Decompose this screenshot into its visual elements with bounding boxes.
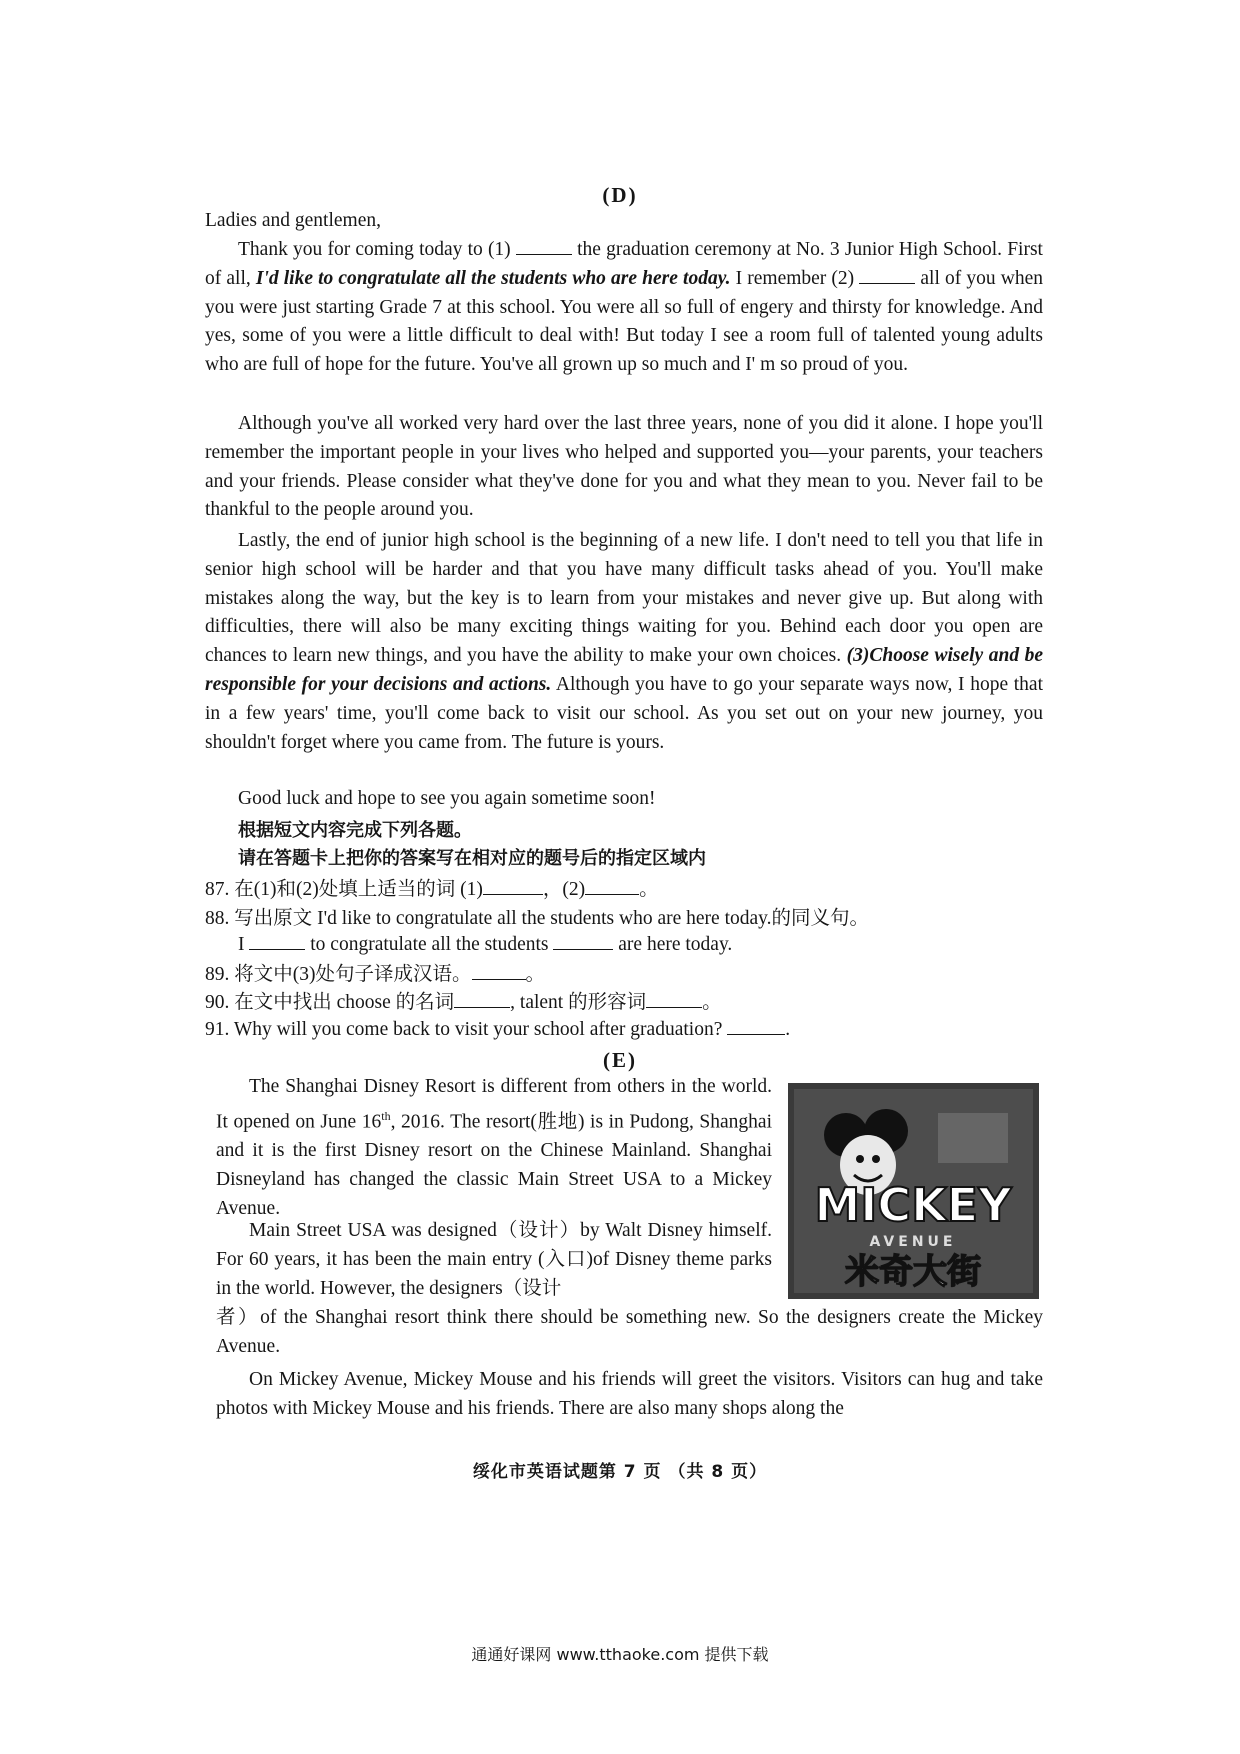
section-e-heading: (E) <box>603 1048 637 1072</box>
paragraph-d-3: Lastly, the end of junior high school is the beginning of a new life. I don't need to tell you that life in senior high school will be harder and that you have many difficult tasks ahead of you. You'll make mistakes along the way, but the key is to learn from your mistakes and never give up. But along with difficulties, there will also be many exciting things waiting for you. Behind each door you open are chances to learn new things, and you have the ability to make your own choices. (3)Choose wisely and be responsible for your decisions and actions. Although you have to go your separate ways now, I hope that in a few years' time, you'll come back to visit our school. As you set out on your new journey, you shouldn't forget where you came from. The future is yours. <box>205 530 1043 753</box>
question-87: 87. 在(1)和(2)处填上适当的词 (1) ，(2) 。 <box>205 873 659 901</box>
paragraph-d-1: Thank you for coming today to (1) the graduation ceremony at No. 3 Junior High School. First of all, I'd like to congratulate all the students who are here today. I remember (2) all of you when you were just starting Grade 7 at this school. You were all so full of engery and thirsty for knowledge. And yes, some of you were a little difficult to deal with! But today I see a room full of talented young adults who are full of hope for the future. You've all grown up so much and I' m so proud of you. <box>205 236 1043 380</box>
paragraph-e-2-cont: 者）of the Shanghai resort think there should be something new. So the designers create the Mickey Avenue. <box>216 1307 1043 1357</box>
avenue-text: AVENUE <box>869 1234 957 1250</box>
mickey-avenue-illustration <box>788 1083 1039 1299</box>
paragraph-e-3: On Mickey Avenue, Mickey Mouse and his friends will greet the visitors. Visitors can hug and take photos with Mickey Mouse and his friends. There are also many shops along the <box>216 1369 1043 1419</box>
instruction-1: 根据短文内容完成下列各题。 <box>238 820 472 841</box>
closing-line: Good luck and hope to see you again sometime soon! <box>238 788 656 809</box>
mickey-avenue-photo <box>788 1083 1039 1299</box>
question-91: 91. Why will you come back to visit your school after graduation? . <box>205 1016 790 1041</box>
source-footer: 通通好课网 www.tthaoke.com 提供下载 <box>471 1645 769 1664</box>
question-89: 89. 将文中(3)处句子译成汉语。 。 <box>205 958 545 986</box>
blank-1 <box>516 236 572 255</box>
question-90: 90. 在文中找出 choose 的名词 , talent 的形容词 。 <box>205 986 722 1014</box>
paragraph-e-1: The Shanghai Disney Resort is different from others in the world. It opened on June 16th, 2016. The resort(胜地) is in Pudong, Shanghai and it is the first Disney resort on the Chinese Mainland. Shanghai Disneyland has changed the classic Main Street USA to a Mickey Avenue. <box>216 1076 772 1219</box>
section-d-heading: (D) <box>602 183 638 207</box>
question-88: 88. 写出原文 I'd like to congratulate all the students who are here today.的同义句。 <box>205 908 870 929</box>
emphasis-sentence-3: (3)Choose wisely and be responsible for your decisions and actions. <box>205 645 1043 695</box>
question-88-answer: I to congratulate all the students are here today. <box>238 931 732 956</box>
mickey-logo-text: MICKEY <box>814 1178 1012 1232</box>
paragraph-e-2: Main Street USA was designed（设计）by Walt Disney himself. For 60 years, it has been the main entry (入口)of Disney theme parks in the world. However, the designers（设计 <box>216 1220 772 1299</box>
blank-2 <box>859 265 915 284</box>
instruction-2: 请在答题卡上把你的答案写在相对应的题号后的指定区域内 <box>238 848 706 869</box>
paragraph-d-2: Although you've all worked very hard over the last three years, none of you did it alone. I hope you'll remember the important people in your lives who helped and supported you—your parents, your teachers and your friends. Please consider what they've done for you and what they mean to you. Never fail to be thankful to the people around you. <box>205 413 1043 521</box>
mickey-avenue-cn-text: 米奇大街 <box>845 1252 981 1292</box>
page-number-footer: 绥化市英语试题第 7 页 （共 8 页） <box>472 1462 768 1482</box>
emphasis-sentence: I'd like to congratulate all the students who are here today. <box>255 267 731 289</box>
salutation: Ladies and gentlemen, <box>205 210 381 231</box>
